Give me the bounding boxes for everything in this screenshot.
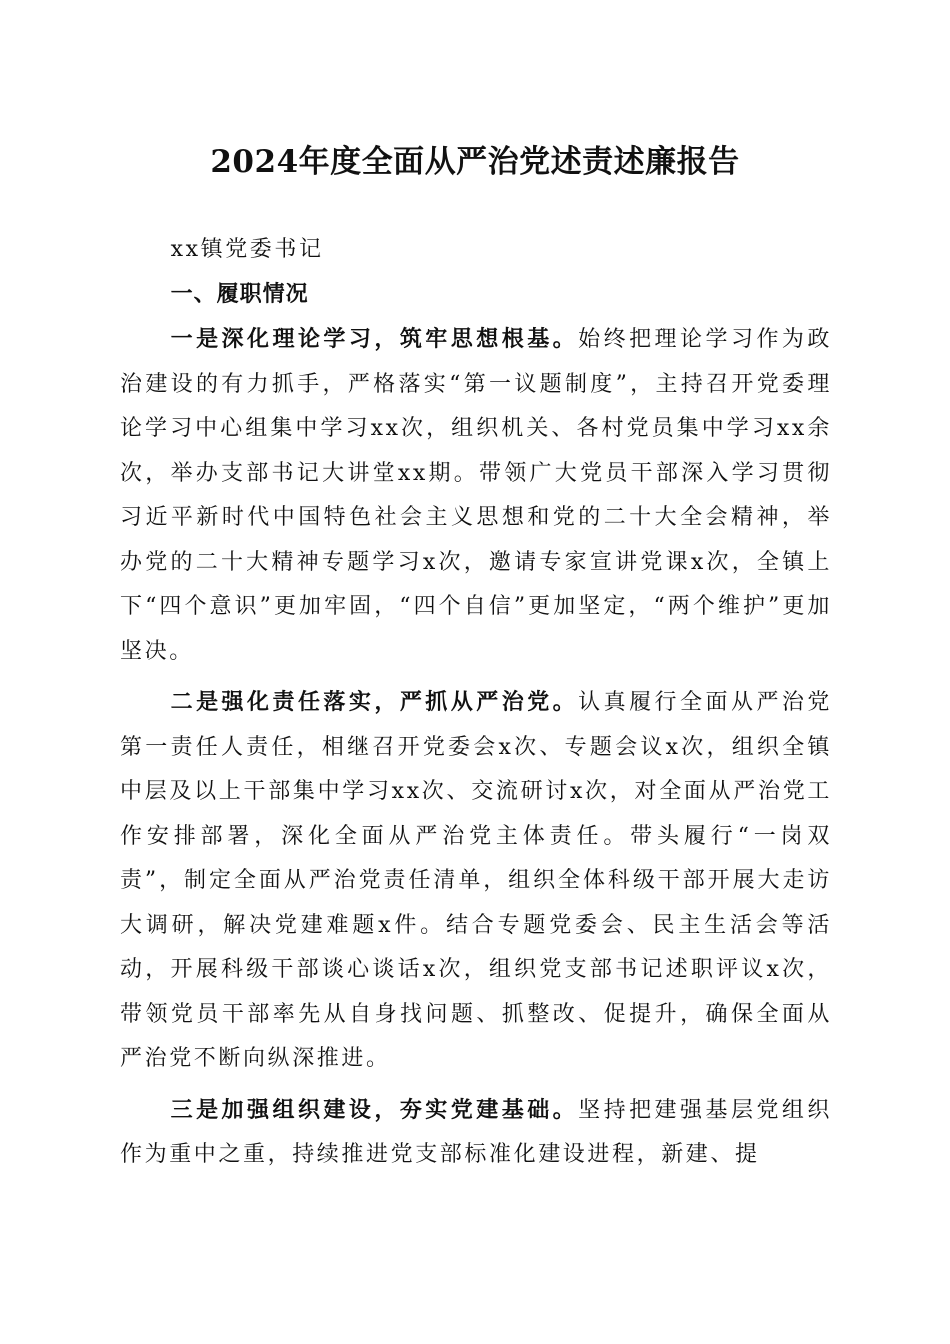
paragraph-1-text: 始终把理论学习作为政治建设的有力抓手，严格落实“第一议题制度”，主持召开党委理论学习中心组集中学习xx次，组织机关、各村党员集中学习xx余次，举办支部书记大讲堂xx期。带领广大党员干部深入学习贯彻习近平新时代中国特色社会主义思想和党的二十大全会精神，举办党的二十大精神专题学习x次，邀请专家宣讲党课x次，全镇上下“四个意识”更加牢固，“四个自信”更加坚定，“两个维护”更加坚决。 xyxy=(120,327,832,664)
paragraph-3-text: 坚持把建强基层党组织作为重中之重，持续推进党支部标准化建设进程，新建、提 xyxy=(120,1097,832,1167)
paragraph-3 xyxy=(120,1088,832,1178)
paragraph-3-lead: 三是加强组织建设，夯实党建基础。 xyxy=(170,1096,579,1123)
paragraph-2 xyxy=(120,680,832,1082)
document-title: 2024年度全面从严治党述责述廉报告 xyxy=(210,144,740,180)
paragraph-1 xyxy=(120,317,832,674)
paragraph-2-text: 认真履行全面从严治党第一责任人责任，相继召开党委会x次、专题会议x次，组织全镇中层及以上干部集中学习xx次、交流研讨x次，对全面从严治党工作安排部署，深化全面从严治党主体责任。带头履行“一岗双责”，制定全面从严治党责任清单，组织全体科级干部开展大走访大调研，解决党建难题x件。结合专题党委会、民主生活会等活动，开展科级干部谈心谈话x次，组织党支部书记述职评议x次，带领党员干部率先从自身找问题、抓整改、促提升，确保全面从严治党不断向纵深推进。 xyxy=(120,690,832,1071)
author-line: xx镇党委书记 xyxy=(170,237,324,262)
document-body xyxy=(120,228,832,1178)
section-heading: 一、履职情况 xyxy=(170,281,309,307)
paragraph-1-lead: 一是深化理论学习，筑牢思想根基。 xyxy=(170,326,579,352)
paragraph-2-lead: 二是强化责任落实，严抓从严治党。 xyxy=(170,689,579,715)
